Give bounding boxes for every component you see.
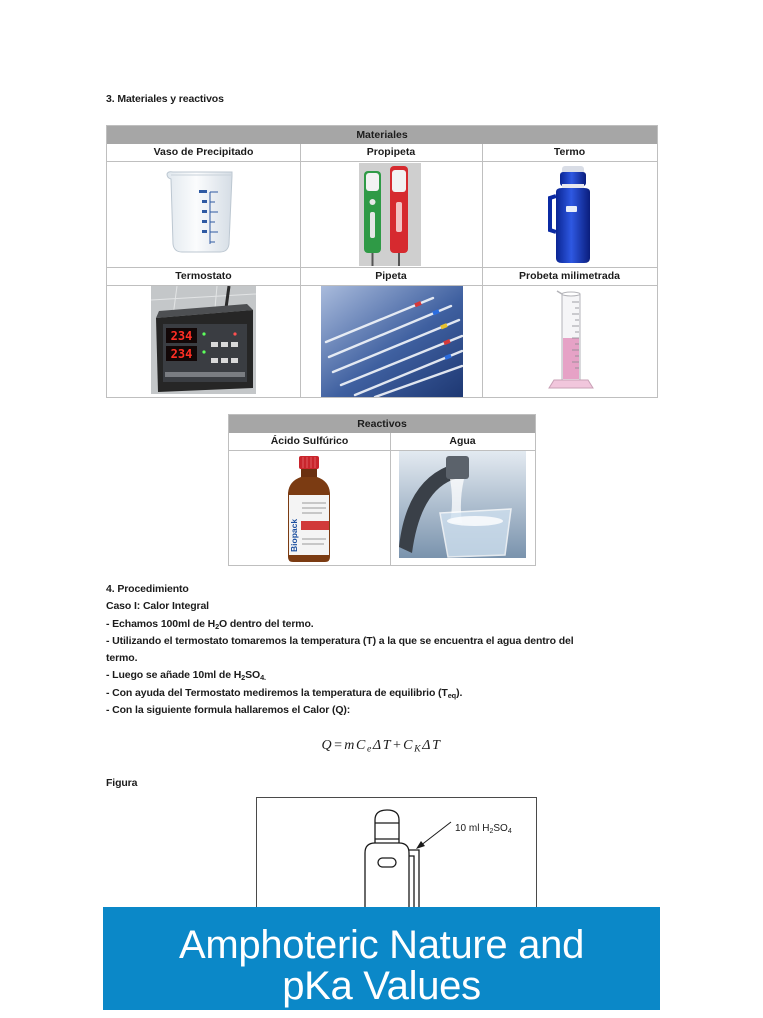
step-3 bbox=[106, 667, 574, 684]
procedimiento-section bbox=[106, 581, 574, 719]
step-4 bbox=[106, 685, 574, 702]
step-2-line-1: - Utilizando el termostato tomaremos la temperatura (T) a la que se encuentra el agua dentro del bbox=[106, 634, 574, 647]
subscript: eq bbox=[447, 690, 457, 700]
cell-vaso bbox=[107, 162, 300, 267]
header-termo: Termo bbox=[553, 146, 586, 158]
cylinder-mouth bbox=[562, 292, 580, 296]
step-1 bbox=[106, 616, 574, 633]
thermos-logo bbox=[566, 206, 577, 212]
thermostat-image bbox=[107, 286, 300, 397]
propipeta-image bbox=[301, 162, 482, 267]
subscript: 2 bbox=[215, 621, 220, 631]
step-3-text: - Luego se añade 10ml de H bbox=[106, 669, 242, 682]
banner-title-line-1: Amphoteric Nature and bbox=[178, 923, 585, 967]
step-4-text-end: ). bbox=[456, 686, 463, 699]
pipettes-image bbox=[301, 286, 482, 397]
cell-propipeta bbox=[301, 162, 482, 267]
section-3-title: 3. Materiales y reactivos bbox=[106, 93, 224, 105]
step-1-text: - Echamos 100ml de H bbox=[106, 617, 216, 630]
cell-probeta bbox=[483, 286, 657, 397]
cylinder-base bbox=[549, 380, 593, 388]
display-top-value: 234 bbox=[170, 329, 193, 343]
subscript: 2 bbox=[489, 828, 494, 835]
column-divider bbox=[482, 144, 483, 397]
figure-arrow-head bbox=[416, 841, 425, 849]
water-splash bbox=[447, 516, 503, 526]
bottle-brand: Biopack bbox=[289, 518, 299, 552]
figure-arrow-line bbox=[420, 822, 451, 846]
figure-label-text: 10 ml H bbox=[455, 823, 490, 834]
panel-strip bbox=[165, 372, 245, 377]
banner-title-line-2: pKa Values bbox=[282, 964, 481, 1008]
cell-agua bbox=[391, 451, 535, 565]
header-vaso-de-precipitado: Vaso de Precipitado bbox=[153, 146, 254, 158]
thermos-ring bbox=[562, 184, 584, 188]
thermos-body bbox=[556, 188, 590, 263]
figure-label bbox=[455, 823, 512, 835]
cylinder-spout bbox=[557, 291, 562, 294]
step-3-text-mid: SO bbox=[245, 669, 261, 682]
formula-part: Q=mC bbox=[321, 738, 367, 753]
beaker-body bbox=[167, 172, 232, 252]
subscript: K bbox=[414, 743, 423, 755]
heat-formula bbox=[0, 737, 763, 755]
cell-termostato bbox=[107, 286, 300, 397]
bottle-neck bbox=[301, 469, 317, 477]
thermos-handle bbox=[550, 196, 556, 232]
header-termostato: Termostato bbox=[175, 270, 232, 282]
green-pipette-filler bbox=[364, 171, 381, 266]
acid-bottle-image bbox=[229, 451, 390, 565]
subscript: 4 bbox=[507, 828, 512, 835]
thermos-cup bbox=[560, 172, 586, 186]
header-pipeta: Pipeta bbox=[375, 270, 407, 282]
subscript: 2 bbox=[241, 673, 246, 683]
header-agua: Agua bbox=[449, 435, 476, 447]
cell-pipeta bbox=[301, 286, 482, 397]
faucet-spout bbox=[446, 456, 469, 479]
header-probeta-milimetrada: Probeta milimetrada bbox=[519, 270, 620, 282]
procedimiento-title: 4. Procedimiento bbox=[106, 583, 189, 595]
formula-part: ΔT bbox=[422, 738, 442, 753]
caso-title: Caso I: Calor Integral bbox=[106, 600, 209, 613]
subscript: e bbox=[366, 743, 373, 755]
cell-termo bbox=[483, 162, 657, 267]
article-title-banner[interactable] bbox=[103, 907, 660, 1010]
label-red-band bbox=[301, 521, 329, 530]
header-acido-sulfurico: Ácido Sulfúrico bbox=[270, 435, 349, 447]
display-bottom-value: 234 bbox=[170, 347, 193, 361]
cell-acido-sulfurico bbox=[229, 451, 390, 565]
bottle-cap bbox=[299, 456, 319, 469]
step-5: - Con la siguiente formula hallaremos el Calor (Q): bbox=[106, 704, 351, 717]
figure-label-text: SO bbox=[493, 823, 508, 834]
formula-part: ΔT+C bbox=[372, 738, 415, 753]
beaker-image bbox=[107, 162, 300, 267]
red-pipette-filler bbox=[390, 166, 408, 266]
figure-caption: Figura bbox=[106, 777, 138, 789]
step-4-text: - Con ayuda del Termostato mediremos la temperatura de equilibrio (T bbox=[106, 686, 448, 699]
thermos-image bbox=[483, 162, 657, 267]
materiales-title: Materiales bbox=[107, 126, 657, 144]
materiales-table bbox=[106, 125, 658, 398]
water-tap-image bbox=[391, 451, 535, 565]
header-propipeta: Propipeta bbox=[366, 146, 416, 158]
column-divider bbox=[300, 144, 301, 397]
column-divider bbox=[390, 433, 391, 565]
reactivos-table bbox=[228, 414, 536, 566]
subscript: 4. bbox=[260, 673, 266, 683]
graduated-cylinder-image bbox=[483, 286, 657, 397]
reactivos-title: Reactivos bbox=[229, 415, 535, 433]
step-2-line-2: termo. bbox=[106, 652, 138, 665]
step-1-text-end: O dentro del termo. bbox=[219, 617, 314, 630]
